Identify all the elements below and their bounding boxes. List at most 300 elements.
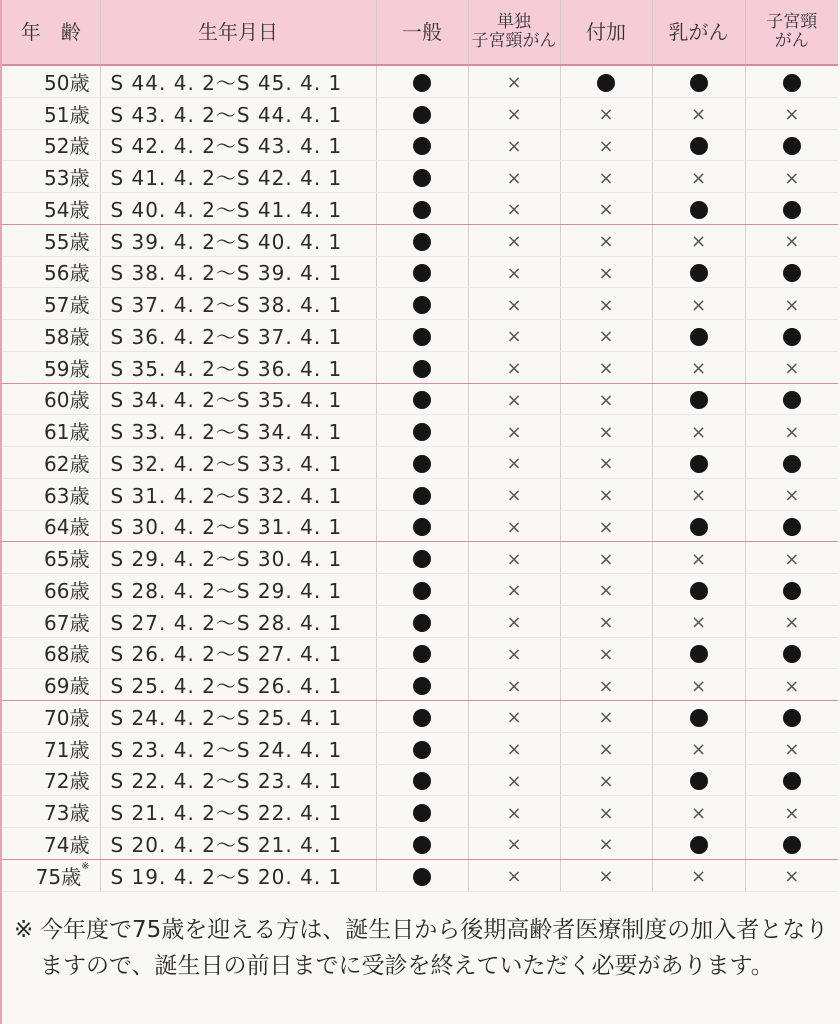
- not-eligible-cross-icon: ×: [598, 262, 614, 284]
- breast-cell: [652, 574, 745, 606]
- age-cell: [2, 605, 100, 637]
- age-value: 56歳: [44, 261, 90, 286]
- age-cell: [2, 796, 100, 828]
- header-cervical-only-line2: 子宮頸がん: [471, 31, 557, 51]
- general-cell: [376, 637, 468, 669]
- breast-cell: [652, 637, 745, 669]
- cervical-only-cell: [468, 129, 560, 161]
- table-row: [2, 383, 838, 415]
- not-eligible-cross-icon: ×: [506, 612, 522, 634]
- eligible-dot-icon: [413, 709, 431, 727]
- eligible-dot-icon: [413, 106, 431, 124]
- not-eligible-cross-icon: ×: [506, 834, 522, 856]
- cervical-cell: [745, 669, 838, 701]
- general-cell: [376, 256, 468, 288]
- header-birth-date: 生年月日: [100, 0, 376, 65]
- additional-cell: [560, 129, 652, 161]
- eligible-dot-icon: [413, 614, 431, 632]
- not-eligible-cross-icon: ×: [690, 421, 707, 443]
- birth-date-cell: S 34. 4. 2〜S 35. 4. 1: [100, 383, 376, 415]
- general-cell: [376, 320, 468, 352]
- age-value: 70歳: [44, 705, 90, 730]
- general-cell: [376, 859, 468, 891]
- cervical-only-cell: [468, 256, 560, 288]
- table-row: [2, 732, 838, 764]
- age-value: 67歳: [44, 610, 90, 635]
- additional-cell: [560, 65, 652, 97]
- not-eligible-cross-icon: ×: [784, 167, 800, 189]
- cervical-cell: [745, 320, 838, 352]
- birth-date-cell: S 33. 4. 2〜S 34. 4. 1: [100, 415, 376, 447]
- cervical-only-cell: [468, 224, 560, 256]
- eligible-dot-icon: [413, 677, 431, 695]
- breast-cell: [652, 859, 745, 891]
- cervical-only-cell: [468, 478, 560, 510]
- header-cervical-line2: がん: [774, 31, 809, 51]
- table-row: [2, 859, 838, 891]
- eligible-dot-icon: [413, 550, 431, 568]
- eligible-dot-icon: [690, 772, 708, 790]
- header-general: 一般: [376, 0, 468, 65]
- general-cell: [376, 65, 468, 97]
- birth-date-cell: S 41. 4. 2〜S 42. 4. 1: [100, 161, 376, 193]
- additional-cell: [560, 97, 652, 129]
- cervical-cell: [745, 351, 838, 383]
- age-cell: [2, 97, 100, 129]
- additional-cell: [560, 383, 652, 415]
- not-eligible-cross-icon: ×: [598, 104, 614, 126]
- table-row: [2, 415, 838, 447]
- birth-date-cell: S 37. 4. 2〜S 38. 4. 1: [100, 288, 376, 320]
- additional-cell: [560, 288, 652, 320]
- additional-cell: [560, 828, 652, 860]
- screening-eligibility-table: [2, 0, 838, 892]
- table-row: [2, 256, 838, 288]
- not-eligible-cross-icon: ×: [784, 485, 800, 507]
- cervical-only-cell: [468, 510, 560, 542]
- cervical-only-cell: [468, 828, 560, 860]
- breast-cell: [652, 701, 745, 733]
- cervical-only-cell: [468, 65, 560, 97]
- eligible-dot-icon: [783, 201, 801, 219]
- eligible-dot-icon: [413, 582, 431, 600]
- cervical-cell: [745, 637, 838, 669]
- eligible-dot-icon: [690, 455, 708, 473]
- eligible-dot-icon: [690, 518, 708, 536]
- age-value: 57歳: [44, 293, 90, 318]
- not-eligible-cross-icon: ×: [690, 802, 707, 824]
- table-row: [2, 351, 838, 383]
- age-footnote-mark: ※: [81, 860, 90, 872]
- cervical-cell: [745, 510, 838, 542]
- not-eligible-cross-icon: ×: [506, 231, 522, 253]
- not-eligible-cross-icon: ×: [784, 802, 800, 824]
- not-eligible-cross-icon: ×: [784, 104, 800, 126]
- cervical-cell: [745, 605, 838, 637]
- cervical-cell: [745, 574, 838, 606]
- not-eligible-cross-icon: ×: [598, 802, 614, 824]
- additional-cell: [560, 224, 652, 256]
- eligible-dot-icon: [783, 328, 801, 346]
- eligible-dot-icon: [413, 233, 431, 251]
- cervical-cell: [745, 796, 838, 828]
- not-eligible-cross-icon: ×: [784, 231, 800, 253]
- birth-date-cell: S 20. 4. 2〜S 21. 4. 1: [100, 828, 376, 860]
- birth-date-cell: S 42. 4. 2〜S 43. 4. 1: [100, 129, 376, 161]
- cervical-only-cell: [468, 701, 560, 733]
- eligible-dot-icon: [413, 487, 431, 505]
- not-eligible-cross-icon: ×: [598, 453, 614, 475]
- age-value: 64歳: [44, 515, 90, 540]
- cervical-only-cell: [468, 574, 560, 606]
- not-eligible-cross-icon: ×: [598, 707, 614, 729]
- age-cell: [2, 65, 100, 97]
- cervical-only-cell: [468, 542, 560, 574]
- additional-cell: [560, 193, 652, 225]
- cervical-only-cell: [468, 637, 560, 669]
- breast-cell: [652, 447, 745, 479]
- table-row: [2, 669, 838, 701]
- not-eligible-cross-icon: ×: [784, 739, 800, 761]
- general-cell: [376, 542, 468, 574]
- age-value: 54歳: [44, 197, 90, 222]
- header-cervical-only-line1: 単独: [497, 12, 531, 33]
- age-cell: [2, 447, 100, 479]
- age-cell: [2, 320, 100, 352]
- header-cervical-line1: 子宮頸: [766, 12, 818, 33]
- birth-date-cell: S 27. 4. 2〜S 28. 4. 1: [100, 605, 376, 637]
- cervical-cell: [745, 542, 838, 574]
- not-eligible-cross-icon: ×: [784, 548, 800, 570]
- not-eligible-cross-icon: ×: [506, 421, 522, 443]
- breast-cell: [652, 510, 745, 542]
- not-eligible-cross-icon: ×: [506, 72, 522, 94]
- eligible-dot-icon: [690, 264, 708, 282]
- not-eligible-cross-icon: ×: [506, 580, 522, 602]
- breast-cell: [652, 383, 745, 415]
- additional-cell: [560, 605, 652, 637]
- not-eligible-cross-icon: ×: [506, 135, 522, 157]
- eligible-dot-icon: [783, 709, 801, 727]
- cervical-cell: [745, 65, 838, 97]
- cervical-only-cell: [468, 161, 560, 193]
- birth-date-cell: S 21. 4. 2〜S 22. 4. 1: [100, 796, 376, 828]
- not-eligible-cross-icon: ×: [784, 612, 800, 634]
- not-eligible-cross-icon: ×: [784, 358, 800, 380]
- breast-cell: [652, 320, 745, 352]
- not-eligible-cross-icon: ×: [506, 389, 522, 411]
- general-cell: [376, 828, 468, 860]
- not-eligible-cross-icon: ×: [598, 770, 614, 792]
- cervical-only-cell: [468, 669, 560, 701]
- not-eligible-cross-icon: ×: [598, 231, 614, 253]
- not-eligible-cross-icon: ×: [506, 866, 522, 888]
- eligible-dot-icon: [690, 645, 708, 663]
- age-value: 63歳: [44, 483, 90, 508]
- eligible-dot-icon: [783, 264, 801, 282]
- breast-cell: [652, 97, 745, 129]
- table-row: [2, 65, 838, 97]
- eligible-dot-icon: [413, 391, 431, 409]
- general-cell: [376, 161, 468, 193]
- cervical-cell: [745, 701, 838, 733]
- age-cell: [2, 828, 100, 860]
- additional-cell: [560, 256, 652, 288]
- not-eligible-cross-icon: ×: [506, 739, 522, 761]
- not-eligible-cross-icon: ×: [598, 866, 614, 888]
- not-eligible-cross-icon: ×: [506, 802, 522, 824]
- breast-cell: [652, 669, 745, 701]
- not-eligible-cross-icon: ×: [506, 294, 522, 316]
- age-value: 51歳: [44, 102, 90, 127]
- footnote-text: 今年度で75歳を迎える方は、誕生日から後期高齢者医療制度の加入者となりますので、誕生日の前日までに受診を終えていただく必要があります。: [40, 917, 829, 979]
- table-row: [2, 161, 838, 193]
- breast-cell: [652, 542, 745, 574]
- eligible-dot-icon: [413, 328, 431, 346]
- table-body: [2, 65, 838, 891]
- not-eligible-cross-icon: ×: [506, 516, 522, 538]
- age-value: 68歳: [44, 642, 90, 667]
- additional-cell: [560, 415, 652, 447]
- age-value: 73歳: [44, 801, 90, 826]
- additional-cell: [560, 351, 652, 383]
- birth-date-cell: S 23. 4. 2〜S 24. 4. 1: [100, 732, 376, 764]
- eligible-dot-icon: [783, 836, 801, 854]
- general-cell: [376, 415, 468, 447]
- cervical-cell: [745, 859, 838, 891]
- cervical-cell: [745, 193, 838, 225]
- birth-date-cell: S 25. 4. 2〜S 26. 4. 1: [100, 669, 376, 701]
- eligible-dot-icon: [690, 836, 708, 854]
- age-cell: [2, 256, 100, 288]
- age-cell: [2, 764, 100, 796]
- age-cell: [2, 510, 100, 542]
- not-eligible-cross-icon: ×: [690, 548, 707, 570]
- age-value: 62歳: [44, 451, 90, 476]
- additional-cell: [560, 796, 652, 828]
- not-eligible-cross-icon: ×: [506, 167, 522, 189]
- age-value: 52歳: [44, 134, 90, 159]
- additional-cell: [560, 447, 652, 479]
- eligible-dot-icon: [783, 137, 801, 155]
- table-row: [2, 288, 838, 320]
- not-eligible-cross-icon: ×: [690, 675, 707, 697]
- general-cell: [376, 224, 468, 256]
- not-eligible-cross-icon: ×: [598, 485, 614, 507]
- eligible-dot-icon: [413, 74, 431, 92]
- eligible-dot-icon: [413, 169, 431, 187]
- general-cell: [376, 447, 468, 479]
- not-eligible-cross-icon: ×: [506, 104, 522, 126]
- birth-date-cell: S 24. 4. 2〜S 25. 4. 1: [100, 701, 376, 733]
- not-eligible-cross-icon: ×: [690, 612, 707, 634]
- age-value: 69歳: [44, 674, 90, 699]
- birth-date-cell: S 30. 4. 2〜S 31. 4. 1: [100, 510, 376, 542]
- not-eligible-cross-icon: ×: [598, 167, 614, 189]
- birth-date-cell: S 26. 4. 2〜S 27. 4. 1: [100, 637, 376, 669]
- not-eligible-cross-icon: ×: [598, 643, 614, 665]
- eligible-dot-icon: [413, 645, 431, 663]
- cervical-cell: [745, 478, 838, 510]
- eligible-dot-icon: [783, 645, 801, 663]
- not-eligible-cross-icon: ×: [784, 866, 800, 888]
- general-cell: [376, 605, 468, 637]
- age-cell: [2, 859, 100, 891]
- age-cell: [2, 732, 100, 764]
- additional-cell: [560, 574, 652, 606]
- cervical-only-cell: [468, 97, 560, 129]
- table-row: [2, 605, 838, 637]
- breast-cell: [652, 732, 745, 764]
- not-eligible-cross-icon: ×: [690, 231, 707, 253]
- eligible-dot-icon: [413, 137, 431, 155]
- age-value: 65歳: [44, 547, 90, 572]
- not-eligible-cross-icon: ×: [506, 199, 522, 221]
- not-eligible-cross-icon: ×: [598, 294, 614, 316]
- eligible-dot-icon: [413, 741, 431, 759]
- breast-cell: [652, 764, 745, 796]
- age-value: 60歳: [44, 388, 90, 413]
- not-eligible-cross-icon: ×: [598, 389, 614, 411]
- breast-cell: [652, 65, 745, 97]
- age-value: 72歳: [44, 769, 90, 794]
- eligible-dot-icon: [690, 137, 708, 155]
- eligible-dot-icon: [413, 264, 431, 282]
- age-cell: [2, 193, 100, 225]
- cervical-only-cell: [468, 447, 560, 479]
- general-cell: [376, 288, 468, 320]
- cervical-only-cell: [468, 320, 560, 352]
- birth-date-cell: S 35. 4. 2〜S 36. 4. 1: [100, 351, 376, 383]
- birth-date-cell: S 36. 4. 2〜S 37. 4. 1: [100, 320, 376, 352]
- general-cell: [376, 732, 468, 764]
- general-cell: [376, 796, 468, 828]
- eligible-dot-icon: [413, 296, 431, 314]
- not-eligible-cross-icon: ×: [598, 199, 614, 221]
- table-row: [2, 764, 838, 796]
- age-value: 61歳: [44, 420, 90, 445]
- table-row: [2, 542, 838, 574]
- age-cell: [2, 288, 100, 320]
- not-eligible-cross-icon: ×: [506, 326, 522, 348]
- not-eligible-cross-icon: ×: [784, 421, 800, 443]
- birth-date-cell: S 19. 4. 2〜S 20. 4. 1: [100, 859, 376, 891]
- not-eligible-cross-icon: ×: [598, 516, 614, 538]
- breast-cell: [652, 605, 745, 637]
- eligible-dot-icon: [413, 360, 431, 378]
- age-cell: [2, 637, 100, 669]
- table-row: [2, 320, 838, 352]
- not-eligible-cross-icon: ×: [784, 675, 800, 697]
- table-row: [2, 828, 838, 860]
- not-eligible-cross-icon: ×: [598, 675, 614, 697]
- not-eligible-cross-icon: ×: [598, 358, 614, 380]
- eligible-dot-icon: [783, 455, 801, 473]
- breast-cell: [652, 256, 745, 288]
- general-cell: [376, 193, 468, 225]
- eligible-dot-icon: [783, 582, 801, 600]
- age-cell: [2, 351, 100, 383]
- age-cell: [2, 542, 100, 574]
- age-value: 50歳: [44, 70, 90, 95]
- age-cell: [2, 669, 100, 701]
- table-row: [2, 510, 838, 542]
- additional-cell: [560, 859, 652, 891]
- cervical-only-cell: [468, 764, 560, 796]
- header-cervical-only: [468, 0, 560, 65]
- cervical-cell: [745, 288, 838, 320]
- not-eligible-cross-icon: ×: [690, 358, 707, 380]
- cervical-cell: [745, 224, 838, 256]
- cervical-cell: [745, 97, 838, 129]
- not-eligible-cross-icon: ×: [506, 262, 522, 284]
- eligible-dot-icon: [690, 391, 708, 409]
- eligible-dot-icon: [690, 709, 708, 727]
- age-cell: [2, 129, 100, 161]
- additional-cell: [560, 669, 652, 701]
- cervical-cell: [745, 129, 838, 161]
- not-eligible-cross-icon: ×: [690, 739, 707, 761]
- general-cell: [376, 764, 468, 796]
- cervical-only-cell: [468, 415, 560, 447]
- general-cell: [376, 478, 468, 510]
- table-row: [2, 224, 838, 256]
- table-row: [2, 796, 838, 828]
- general-cell: [376, 669, 468, 701]
- age-cell: [2, 383, 100, 415]
- birth-date-cell: S 22. 4. 2〜S 23. 4. 1: [100, 764, 376, 796]
- footnote: [14, 912, 830, 984]
- not-eligible-cross-icon: ×: [598, 548, 614, 570]
- cervical-cell: [745, 828, 838, 860]
- age-cell: [2, 224, 100, 256]
- age-value: 66歳: [44, 578, 90, 603]
- additional-cell: [560, 510, 652, 542]
- breast-cell: [652, 193, 745, 225]
- additional-cell: [560, 320, 652, 352]
- general-cell: [376, 383, 468, 415]
- breast-cell: [652, 796, 745, 828]
- eligible-dot-icon: [690, 582, 708, 600]
- cervical-only-cell: [468, 796, 560, 828]
- breast-cell: [652, 288, 745, 320]
- not-eligible-cross-icon: ×: [506, 643, 522, 665]
- table-header-row: [2, 0, 838, 65]
- header-breast-cancer: 乳がん: [652, 0, 745, 65]
- table-row: [2, 447, 838, 479]
- age-value: 53歳: [44, 166, 90, 191]
- general-cell: [376, 701, 468, 733]
- cervical-only-cell: [468, 288, 560, 320]
- birth-date-cell: S 39. 4. 2〜S 40. 4. 1: [100, 224, 376, 256]
- not-eligible-cross-icon: ×: [690, 485, 707, 507]
- breast-cell: [652, 161, 745, 193]
- cervical-only-cell: [468, 383, 560, 415]
- table-row: [2, 129, 838, 161]
- not-eligible-cross-icon: ×: [506, 548, 522, 570]
- cervical-cell: [745, 764, 838, 796]
- cervical-cell: [745, 415, 838, 447]
- cervical-only-cell: [468, 859, 560, 891]
- age-value: 55歳: [44, 229, 90, 254]
- age-cell: [2, 701, 100, 733]
- additional-cell: [560, 701, 652, 733]
- not-eligible-cross-icon: ×: [506, 358, 522, 380]
- age-value: 59歳: [44, 356, 90, 381]
- not-eligible-cross-icon: ×: [598, 739, 614, 761]
- cervical-cell: [745, 383, 838, 415]
- age-value: 58歳: [44, 324, 90, 349]
